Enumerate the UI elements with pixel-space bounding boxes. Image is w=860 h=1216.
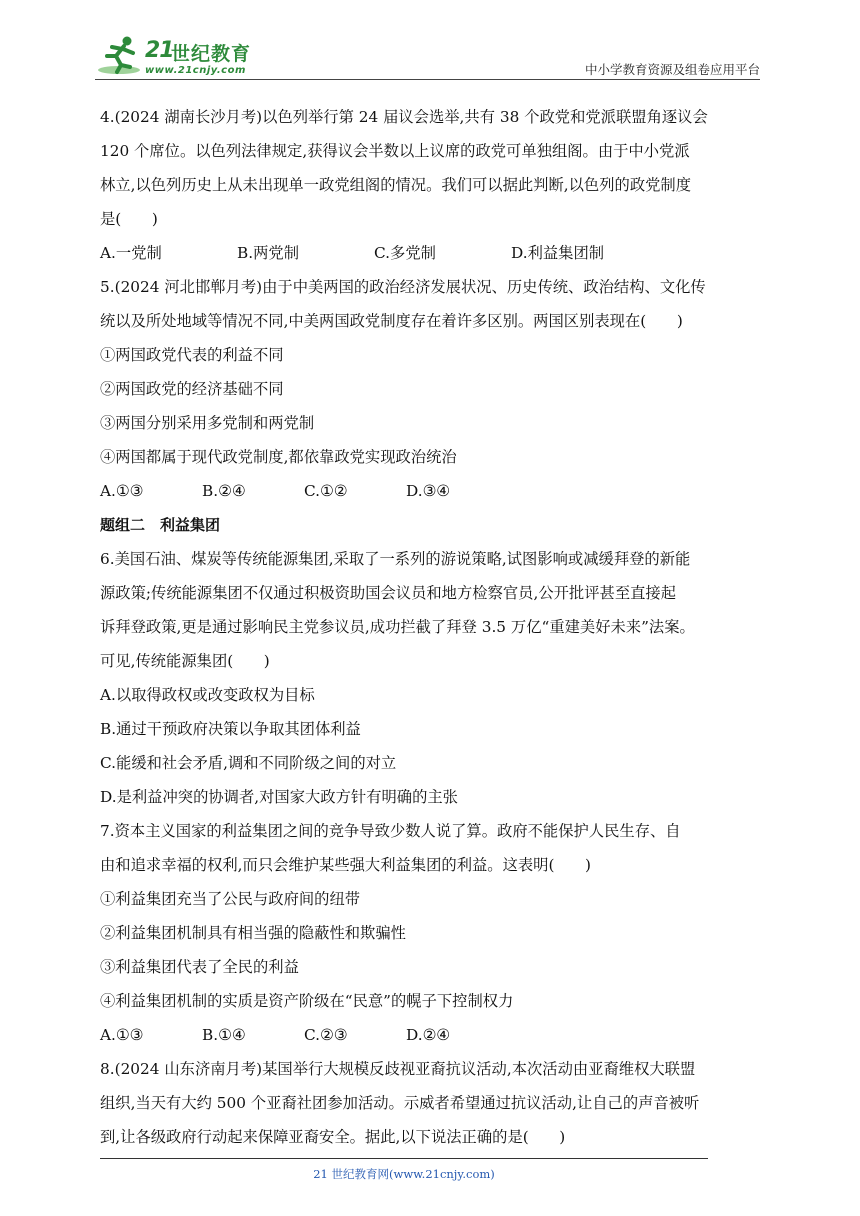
statement-item: ②利益集团机制具有相当强的隐蔽性和欺骗性 [100,924,406,942]
option-b: B.两党制 [237,244,299,262]
option-d: D.是利益冲突的协调者,对国家大政方针有明确的主张 [100,788,458,806]
answer-options [100,474,765,508]
answer-options [100,236,765,270]
option-d: D.利益集团制 [511,244,605,262]
question-5 [100,270,765,508]
question-text-line: 组织,当天有大约 500 个亚裔社团参加活动。示威者希望通过抗议活动,让自己的声音被听 [100,1094,700,1112]
question-4 [100,100,765,270]
statement-item: ①两国政党代表的利益不同 [100,346,284,364]
document-body [100,100,765,1154]
logo-text: 世纪教育 [171,43,252,65]
option-a: A.一党制 [100,244,162,262]
site-logo[interactable] [95,32,270,78]
statement-item: ④两国都属于现代政党制度,都依靠政党实现政治统治 [100,448,457,466]
question-text-line: 8.(2024 山东济南月考)某国举行大规模反歧视亚裔抗议活动,本次活动由亚裔维权大联盟 [100,1060,696,1078]
logo-url: www.21cnjy.com [145,65,246,76]
header-tagline: 中小学教育资源及组卷应用平台 [584,62,760,77]
question-text-line: 源政策;传统能源集团不仅通过积极资助国会议员和地方检察官员,公开批评甚至直接起 [100,584,677,602]
question-text-line: 诉拜登政策,更是通过影响民主党参议员,成功拦截了拜登 3.5 万亿“重建美好未来”法案。 [100,618,695,636]
statement-item: ④利益集团机制的实质是资产阶级在“民意”的幌子下控制权力 [100,992,514,1010]
footer-divider [100,1158,708,1159]
question-text-line: 6.美国石油、煤炭等传统能源集团,采取了一系列的游说策略,试图影响或减缓拜登的新能 [100,550,691,568]
question-text-line: 120 个席位。以色列法律规定,获得议会半数以上议席的政党可单独组阁。由于中小党派 [100,142,690,160]
page-header [95,32,760,80]
question-text-line: 林立,以色列历史上从未出现单一政党组阁的情况。我们可以据此判断,以色列的政党制度 [100,176,692,194]
logo-number: 21 [145,38,174,63]
footer-link[interactable]: 21 世纪教育网(www.21cnjy.com) [313,1167,495,1181]
option-c: C.②③ [304,1026,348,1044]
section-heading: 题组二 利益集团 [100,516,221,534]
option-a: A.①③ [100,1026,144,1044]
question-8 [100,1052,765,1154]
statement-item: ③两国分别采用多党制和两党制 [100,414,315,432]
question-text-line: 到,让各级政府行动起来保障亚裔安全。据此,以下说法正确的是( ) [100,1128,566,1146]
option-d: D.③④ [406,482,451,500]
answer-options [100,1018,765,1052]
statement-item: ①利益集团充当了公民与政府间的纽带 [100,890,361,908]
question-text-line: 统以及所处地域等情况不同,中美两国政党制度存在着许多区别。两国区别表现在( ) [100,312,683,330]
question-text-line: 5.(2024 河北邯郸月考)由于中美两国的政治经济发展状况、历史传统、政治结构、文化传 [100,278,706,296]
option-b: B.②④ [202,482,246,500]
question-text-line: 7.资本主义国家的利益集团之间的竞争导致少数人说了算。政府不能保护人民生存、自 [100,822,681,840]
question-text-line: 4.(2024 湖南长沙月考)以色列举行第 24 届议会选举,共有 38 个政党和党派联盟角逐议会 [100,108,708,126]
question-text-line: 可见,传统能源集团( ) [100,652,270,670]
runner-logo-icon [97,34,145,76]
option-c: C.能缓和社会矛盾,调和不同阶级之间的对立 [100,754,397,772]
option-c: C.多党制 [374,244,436,262]
question-text-line: 是( ) [100,210,158,228]
option-a: A.以取得政权或改变政权为目标 [100,686,315,704]
question-text-line: 由和追求幸福的权利,而只会维护某些强大利益集团的利益。这表明( ) [100,856,592,874]
statement-item: ②两国政党的经济基础不同 [100,380,284,398]
header-divider [95,79,760,80]
question-6 [100,542,765,814]
option-a: A.①③ [100,482,144,500]
option-d: D.②④ [406,1026,451,1044]
question-7 [100,814,765,1052]
option-c: C.①② [304,482,348,500]
option-b: B.通过干预政府决策以争取其团体利益 [100,720,361,738]
option-b: B.①④ [202,1026,246,1044]
statement-item: ③利益集团代表了全民的利益 [100,958,299,976]
